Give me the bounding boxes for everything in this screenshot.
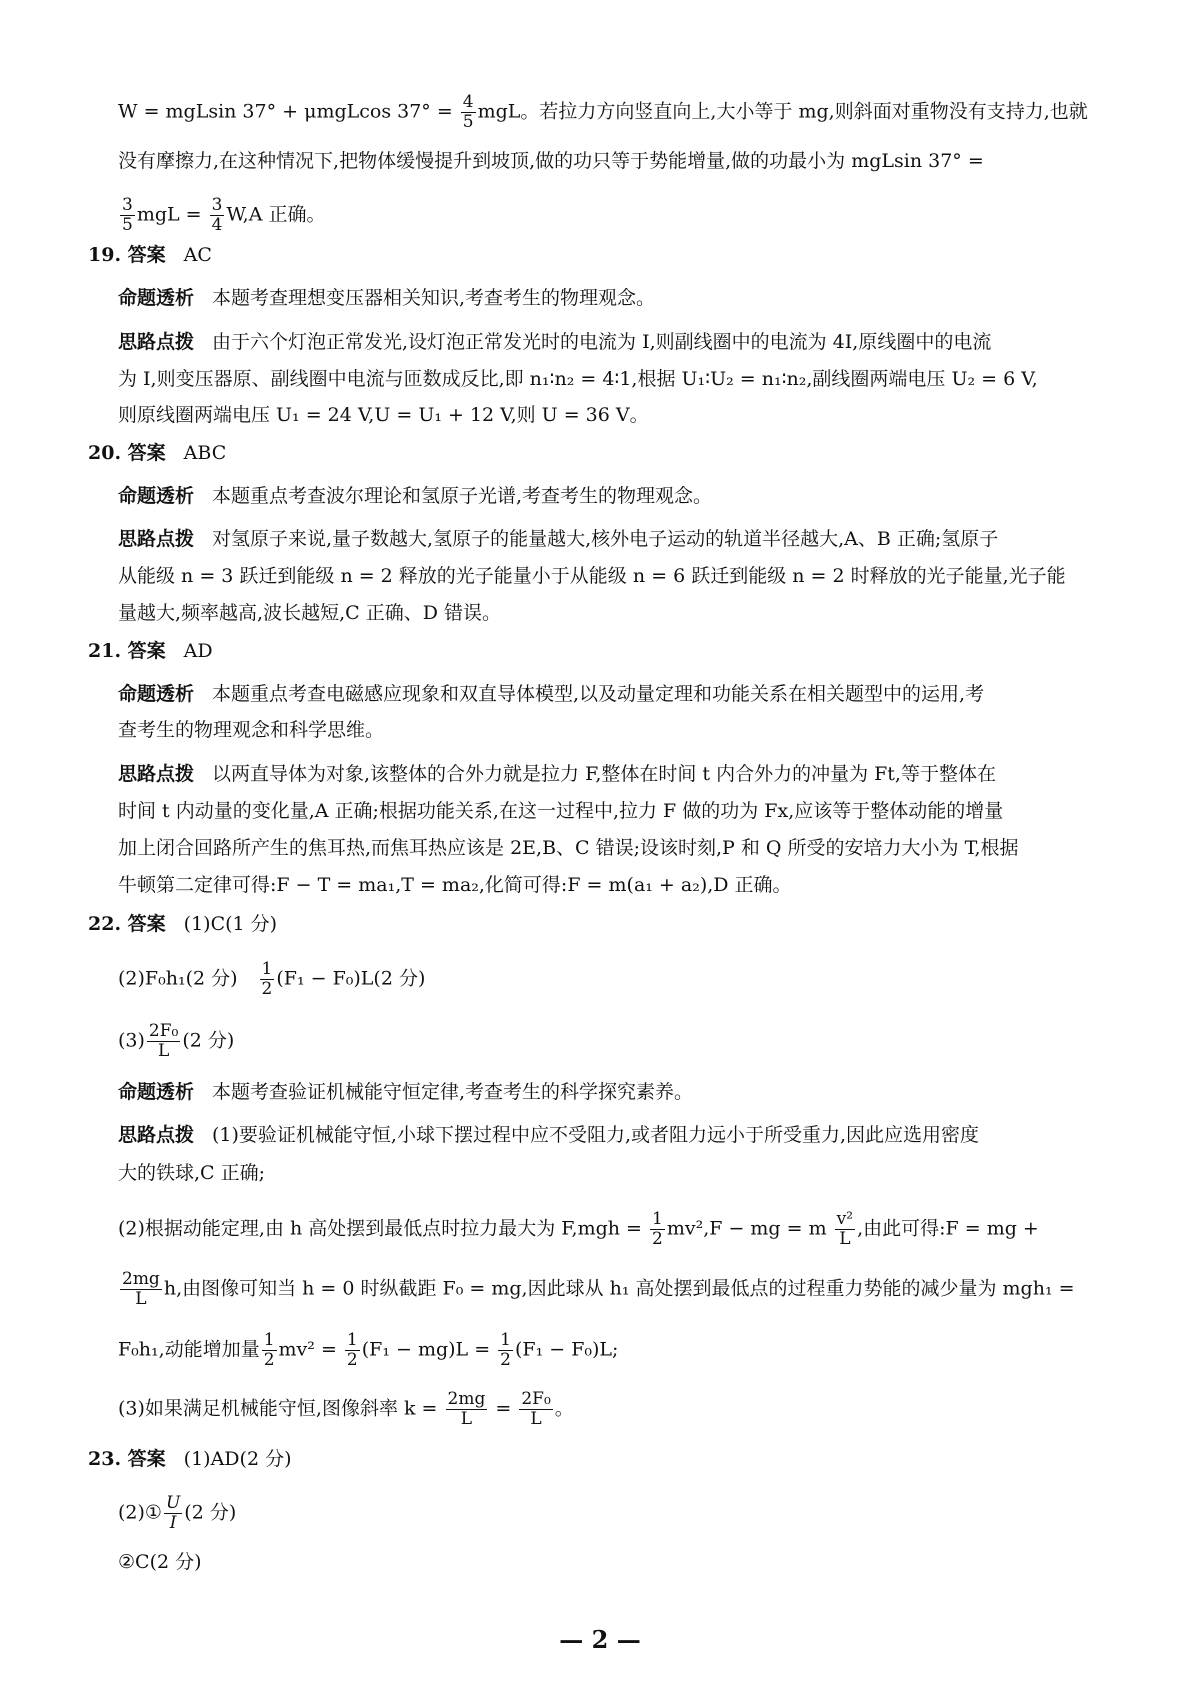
answer-heading-21 — [88, 639, 213, 663]
text-run: W,A 正确。 — [226, 203, 326, 226]
silu-line — [118, 836, 1019, 860]
silu-line — [118, 1161, 265, 1185]
fraction — [519, 1390, 552, 1429]
silu-line — [118, 1270, 1075, 1309]
denominator: I — [169, 1513, 177, 1533]
text-run: 加上闭合回路所产生的焦耳热,而焦耳热应该是 2E,B、C 错误;设该时刻,P 和 Q 所受的安培力大小为 T,根据 — [118, 837, 1019, 859]
text-run: F₀h₁,动能增加量 — [118, 1338, 260, 1361]
fraction — [835, 1210, 855, 1249]
text-run: mv²,F − mg = m — [666, 1217, 833, 1240]
denominator: 2 — [346, 1350, 358, 1370]
silu-line — [118, 1390, 574, 1429]
label: 命题透析 — [118, 683, 195, 705]
denominator: 2 — [652, 1229, 663, 1249]
question-number: 19. 答案 — [88, 244, 166, 266]
question-number: 21. 答案 — [88, 640, 166, 662]
label: 思路点拨 — [118, 763, 195, 785]
question-number: 22. 答案 — [88, 913, 166, 935]
fraction — [446, 1390, 488, 1429]
answer-heading-19 — [88, 243, 212, 267]
numerator: 1 — [652, 1209, 663, 1229]
label: 命题透析 — [118, 1081, 195, 1103]
silu-line — [118, 330, 991, 354]
numerator: 2F₀ — [148, 1021, 179, 1041]
fraction — [164, 1494, 182, 1533]
text-run: = — [489, 1397, 518, 1420]
denominator: 2 — [261, 979, 273, 999]
fraction — [210, 196, 225, 235]
text-run: 本题重点考查电磁感应现象和双直导体模型,以及动量定理和功能关系在相关题型中的运用,考 — [212, 683, 985, 705]
denominator: L — [460, 1409, 473, 1429]
mingti-line — [118, 1080, 693, 1104]
denominator: 2 — [263, 1350, 275, 1370]
text-run: 。 — [554, 1397, 574, 1420]
mingti-line — [118, 484, 712, 508]
silu-line — [118, 601, 501, 625]
text-run: 量越大,频率越高,波长越短,C 正确、D 错误。 — [118, 602, 501, 624]
text-run: (F₁ − mg)L = — [361, 1338, 497, 1361]
text-run: (F₁ − F₀)L; — [514, 1338, 619, 1361]
mingti-line — [118, 286, 655, 310]
silu-line — [118, 527, 998, 551]
silu-line — [118, 1210, 1039, 1249]
answer-line — [118, 960, 425, 999]
label: 命题透析 — [118, 485, 195, 507]
text-run: (2 分) — [182, 1029, 235, 1052]
text-run: 大的铁球,C 正确; — [118, 1162, 266, 1184]
silu-line — [118, 367, 1038, 391]
fraction — [262, 1331, 277, 1370]
answer-heading-20 — [88, 441, 226, 465]
denominator: 2 — [500, 1350, 511, 1370]
silu-line — [118, 564, 1066, 588]
text-run: mv² = — [278, 1338, 343, 1361]
text-run: (1)要验证机械能守恒,小球下摆过程中应不受阻力,或者阻力远小于所受重力,因此应选用密度 — [212, 1124, 980, 1146]
page-number: — 2 — — [559, 1625, 641, 1654]
text-run: (2)① — [118, 1501, 162, 1524]
text-run: (2 分) — [184, 1501, 237, 1524]
numerator: 1 — [261, 959, 273, 979]
numerator: 4 — [462, 92, 474, 112]
text-line — [118, 149, 984, 173]
text-line — [118, 93, 1088, 132]
text-run: 牛顿第二定律可得:F − T = ma₁,T = ma₂,化简可得:F = m(a₁ + a₂),D 正确。 — [118, 874, 792, 896]
text-run: 则原线圈两端电压 U₁ = 24 V,U = U₁ + 12 V,则 U = 36 V。 — [118, 404, 649, 426]
denominator: L — [157, 1041, 170, 1061]
fraction — [120, 1270, 162, 1309]
text-run: 对氢原子来说,量子数越大,氢原子的能量越大,核外电子运动的轨道半径越大,A、B 正确;氢原子 — [212, 528, 999, 550]
numerator: 1 — [263, 1330, 275, 1350]
text-line — [118, 196, 325, 235]
silu-line — [118, 1123, 979, 1147]
mingti-line — [118, 682, 984, 706]
answer-value: AD — [183, 640, 213, 662]
answer-line — [118, 1494, 236, 1533]
numerator: U — [165, 1493, 181, 1513]
silu-line — [118, 799, 1003, 823]
numerator: v² — [836, 1209, 854, 1229]
answer-value: AC — [183, 244, 212, 266]
fraction — [461, 93, 476, 132]
answer-heading-22 — [88, 912, 277, 936]
label: 思路点拨 — [118, 528, 195, 550]
numerator: 3 — [211, 195, 223, 215]
text-run: 为 I,则变压器原、副线圈中电流与匝数成反比,即 n₁∶n₂ = 4∶1,根据 U₁∶U₂ = n₁∶n₂,副线圈两端电压 U₂ = 6 V, — [118, 368, 1038, 390]
text-run: mgL。若拉力方向竖直向上,大小等于 mg,则斜面对重物没有支持力,也就 — [477, 100, 1088, 123]
numerator: 3 — [122, 195, 133, 215]
text-run: h,由图像可知当 h = 0 时纵截距 F₀ = mg,因此球从 h₁ 高处摆到最低点的过程重力势能的减少量为 mgh₁ = — [163, 1277, 1075, 1300]
text-run: (F₁ − F₀)L(2 分) — [276, 967, 426, 990]
label: 思路点拨 — [118, 331, 195, 353]
text-run: 时间 t 内动量的变化量,A 正确;根据功能关系,在这一过程中,拉力 F 做的功为 Fx,应该等于整体动能的增量 — [118, 800, 1004, 822]
text-run: 以两直导体为对象,该整体的合外力就是拉力 F,整体在时间 t 内合外力的冲量为 Ft,等于整体在 — [212, 763, 996, 785]
text-run: W = mgLsin 37° + μmgLcos 37° = — [118, 100, 459, 123]
silu-line — [118, 1331, 618, 1370]
text-run: 本题重点考查波尔理论和氢原子光谱,考查考生的物理观念。 — [212, 485, 713, 507]
text-run: ②C(2 分) — [118, 1551, 202, 1573]
silu-line — [118, 403, 649, 427]
text-run: 从能级 n = 3 跃迁到能级 n = 2 释放的光子能量小于从能级 n = 6 跃迁到能级 n = 2 时释放的光子能量,光子能 — [118, 565, 1066, 587]
text-run: mgL = — [136, 203, 208, 226]
answer-line — [118, 1022, 234, 1061]
text-run: (3) — [118, 1029, 145, 1052]
fraction — [120, 196, 135, 235]
text-run: (3)如果满足机械能守恒,图像斜率 k = — [118, 1397, 444, 1420]
answer-value: (1)AD(2 分) — [183, 1448, 292, 1470]
fraction — [498, 1331, 513, 1370]
question-number: 20. 答案 — [88, 442, 166, 464]
mingti-line — [118, 718, 384, 742]
label: 思路点拨 — [118, 1124, 195, 1146]
question-number: 23. 答案 — [88, 1448, 166, 1470]
fraction — [147, 1022, 180, 1061]
text-run: (2)F₀h₁(2 分) — [118, 967, 238, 990]
answer-value: (1)C(1 分) — [183, 913, 278, 935]
text-run: 没有摩擦力,在这种情况下,把物体缓慢提升到坡顶,做的功只等于势能增量,做的功最小为 mgLsin 37° = — [118, 150, 984, 172]
text-run: (2)根据动能定理,由 h 高处摆到最低点时拉力最大为 F,mgh = — [118, 1217, 648, 1240]
denominator: 4 — [211, 215, 223, 235]
silu-line — [118, 873, 792, 897]
fraction — [650, 1210, 665, 1249]
silu-line — [118, 762, 996, 786]
answer-value: ABC — [183, 442, 227, 464]
numerator: 2F₀ — [521, 1389, 551, 1409]
label: 命题透析 — [118, 287, 195, 309]
fraction — [260, 960, 275, 999]
numerator: 1 — [500, 1330, 511, 1350]
numerator: 2mg — [122, 1269, 160, 1289]
text-run: 由于六个灯泡正常发光,设灯泡正常发光时的电流为 I,则副线圈中的电流为 4I,原线圈中的电流 — [212, 331, 992, 353]
denominator: 5 — [122, 215, 133, 235]
answer-heading-23 — [88, 1447, 292, 1471]
denominator: 5 — [462, 112, 474, 132]
text-run: ,由此可得:F = mg + — [857, 1217, 1039, 1240]
text-run: 本题考查理想变压器相关知识,考查考生的物理观念。 — [212, 287, 656, 309]
text-run: 查考生的物理观念和科学思维。 — [118, 719, 385, 741]
numerator: 1 — [346, 1330, 358, 1350]
answer-line — [118, 1550, 202, 1574]
numerator: 2mg — [447, 1389, 486, 1409]
denominator: L — [839, 1229, 851, 1249]
text-run: 本题考查验证机械能守恒定律,考查考生的科学探究素养。 — [212, 1081, 694, 1103]
denominator: L — [135, 1289, 147, 1309]
denominator: L — [530, 1409, 542, 1429]
fraction — [345, 1331, 360, 1370]
